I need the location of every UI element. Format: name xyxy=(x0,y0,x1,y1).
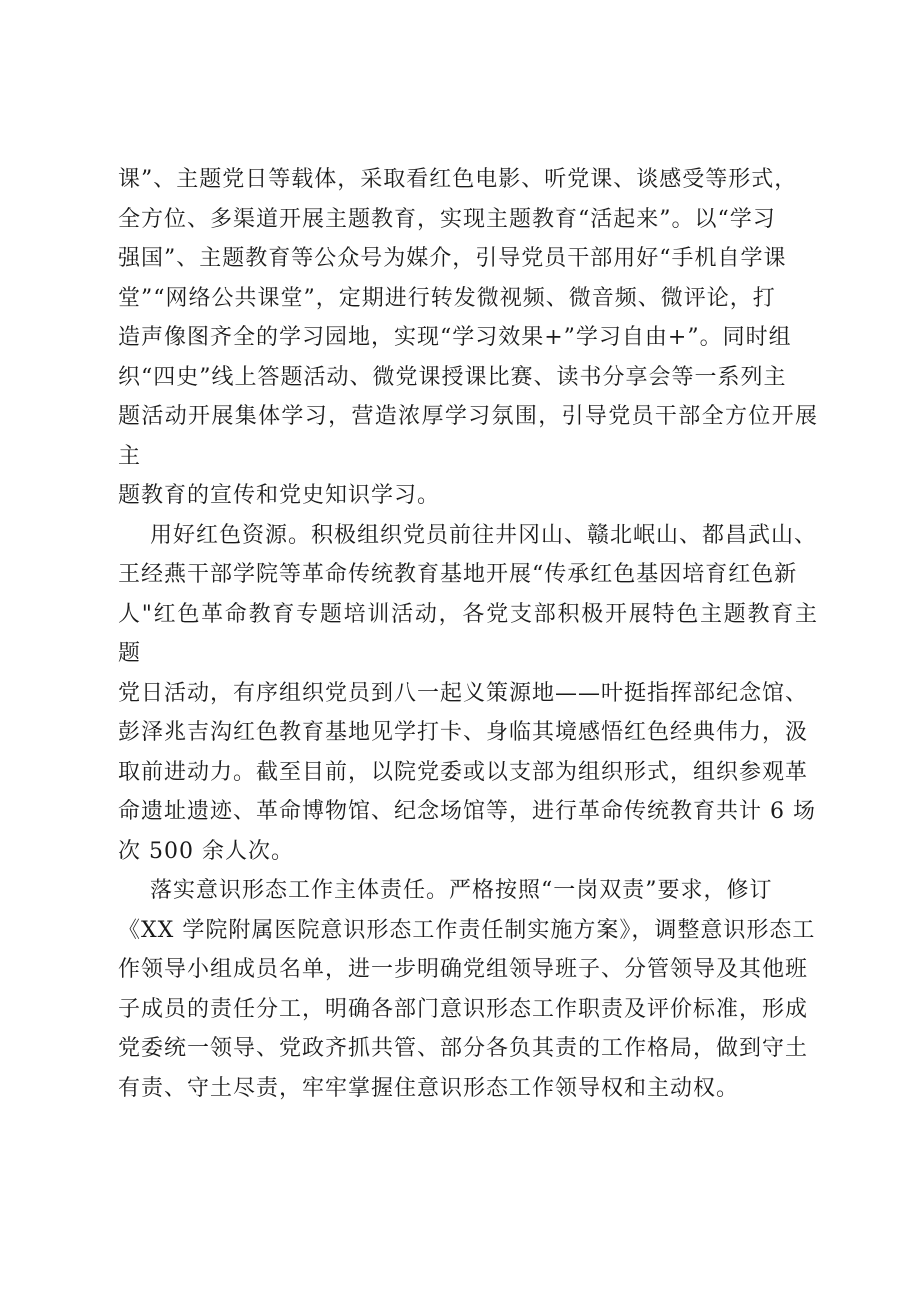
paragraph-theme-education-carriers: 课”、主题党日等载体，采取看红色电影、听党课、谈感受等形式， 全方位、多渠道开展主题教育，实现主题教育“活起来”。以“学习 强国”、主题教育等公众号为媒介，引导党员干部用好“手机自学课 堂”“网络公共课堂”，定期进行转发微视频、微音频、微评论，打 造声像图齐全的学习园地，实现“学习效果+”学习自由+”。同时组 织“四史”线上答题活动、微党课授课比赛、读书分享会等一系列主 题活动开展集体学习，营造浓厚学习氛围，引导党员干部全方位开展主 题教育的宣传和党史知识学习。 xyxy=(118,167,818,508)
paragraph-red-resources: 用好红色资源。积极组织党员前往井冈山、赣北岷山、都昌武山、 王经燕干部学院等革命传统教育基地开展“传承红色基因培育红色新 人"红色革命教育专题培训活动，各党支部积极开展特色主题教育主题 党日活动，有序组织党员到八一起义策源地——叶挺指挥部纪念馆、 彭泽兆吉沟红色教育基地见学打卡、身临其境感悟红色经典伟力，汲 取前进动力。截至目前，以院党委或以支部为组织形式，组织参观革 命遗址遗迹、革命博物馆、纪念场馆等，进行革命传统教育共计 6 场 次 500 余人次。 xyxy=(118,522,818,864)
document-body xyxy=(118,160,818,1108)
paragraph-ideology-responsibility: 落实意识形态工作主体责任。严格按照“一岗双责”要求，修订 《XX 学院附属医院意识形态工作责任制实施方案》，调整意识形态工 作领导小组成员名单，进一步明确党组领导班子、分管领导及其他班 子成员的责任分工，明确各部门意识形态工作职责及评价标准，形成 党委统一领导、党政齐抓共管、部分各负其责的工作格局，做到守土 有责、守土尽责，牢牢掌握住意识形态工作领导权和主动权。 xyxy=(118,878,816,1101)
